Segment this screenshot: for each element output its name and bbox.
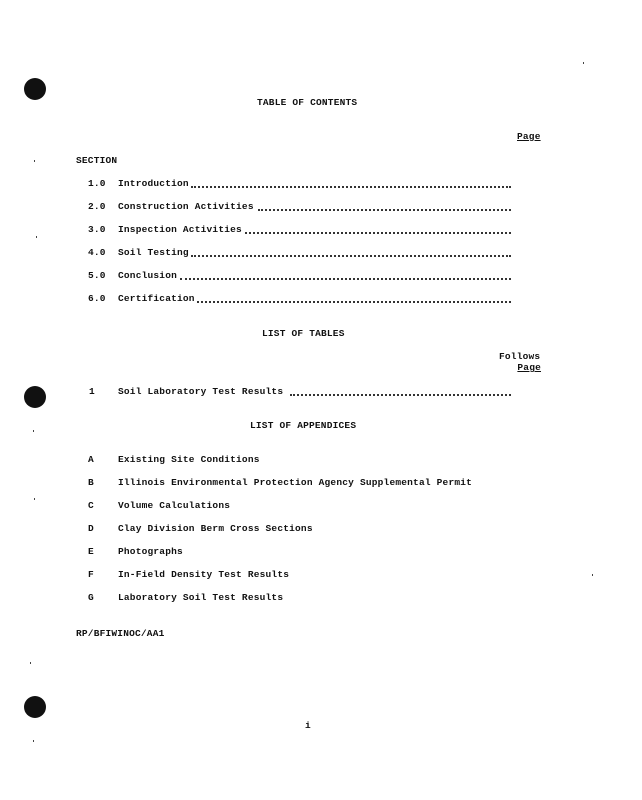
appendix-letter: C (88, 500, 94, 511)
punch-hole-top (24, 78, 46, 100)
table-number: 1 (89, 386, 95, 397)
list-of-appendices-heading: LIST OF APPENDICES (250, 420, 357, 431)
dot-leader (191, 247, 511, 257)
dot-leader (180, 270, 511, 280)
appendix-title: Laboratory Soil Test Results (118, 592, 284, 603)
scan-speck (33, 430, 34, 432)
scan-speck (30, 662, 31, 664)
toc-title: Inspection Activities (118, 224, 242, 235)
list-of-tables-heading: LIST OF TABLES (262, 328, 345, 339)
appendix-letter: D (88, 523, 94, 534)
appendix-title: Photographs (118, 546, 183, 557)
toc-title: Construction Activities (118, 201, 254, 212)
scan-speck (34, 160, 35, 162)
page-number: i (305, 720, 311, 731)
toc-number: 1.0 (88, 178, 106, 189)
toc-title: Certification (118, 293, 195, 304)
appendix-title: Existing Site Conditions (118, 454, 260, 465)
appendix-letter: G (88, 592, 94, 603)
dot-leader (290, 386, 511, 396)
toc-title: Soil Testing (118, 247, 189, 258)
toc-title: Conclusion (118, 270, 178, 281)
scan-speck (33, 740, 34, 742)
appendix-title: Volume Calculations (118, 500, 231, 511)
scan-speck (583, 62, 584, 64)
follows-label: Follows (499, 351, 541, 362)
toc-number: 3.0 (88, 224, 106, 235)
scan-speck (34, 498, 35, 500)
appendix-letter: F (88, 569, 94, 580)
dot-leader (258, 201, 511, 211)
toc-title: Introduction (118, 178, 189, 189)
scan-speck (36, 236, 37, 238)
scan-speck (592, 574, 593, 576)
toc-number: 6.0 (88, 293, 106, 304)
page-title: TABLE OF CONTENTS (257, 97, 358, 108)
dot-leader (191, 178, 511, 188)
toc-number: 4.0 (88, 247, 106, 258)
follows-page-label: Page (517, 362, 541, 373)
appendix-letter: A (88, 454, 94, 465)
punch-hole-middle (24, 386, 46, 408)
appendix-letter: B (88, 477, 94, 488)
appendix-letter: E (88, 546, 94, 557)
toc-number: 2.0 (88, 201, 106, 212)
document-reference: RP/BFIWINOC/AA1 (76, 628, 165, 639)
dot-leader (197, 293, 511, 303)
appendix-title: In-Field Density Test Results (118, 569, 290, 580)
section-label: SECTION (76, 155, 118, 166)
dot-leader (245, 224, 511, 234)
toc-number: 5.0 (88, 270, 106, 281)
punch-hole-bottom (24, 696, 46, 718)
appendix-title: Clay Division Berm Cross Sections (118, 523, 313, 534)
page-column-header: Page (517, 131, 541, 142)
appendix-title: Illinois Environmental Protection Agency Supplemental Permit (118, 477, 473, 488)
table-title: Soil Laboratory Test Results (118, 386, 284, 397)
